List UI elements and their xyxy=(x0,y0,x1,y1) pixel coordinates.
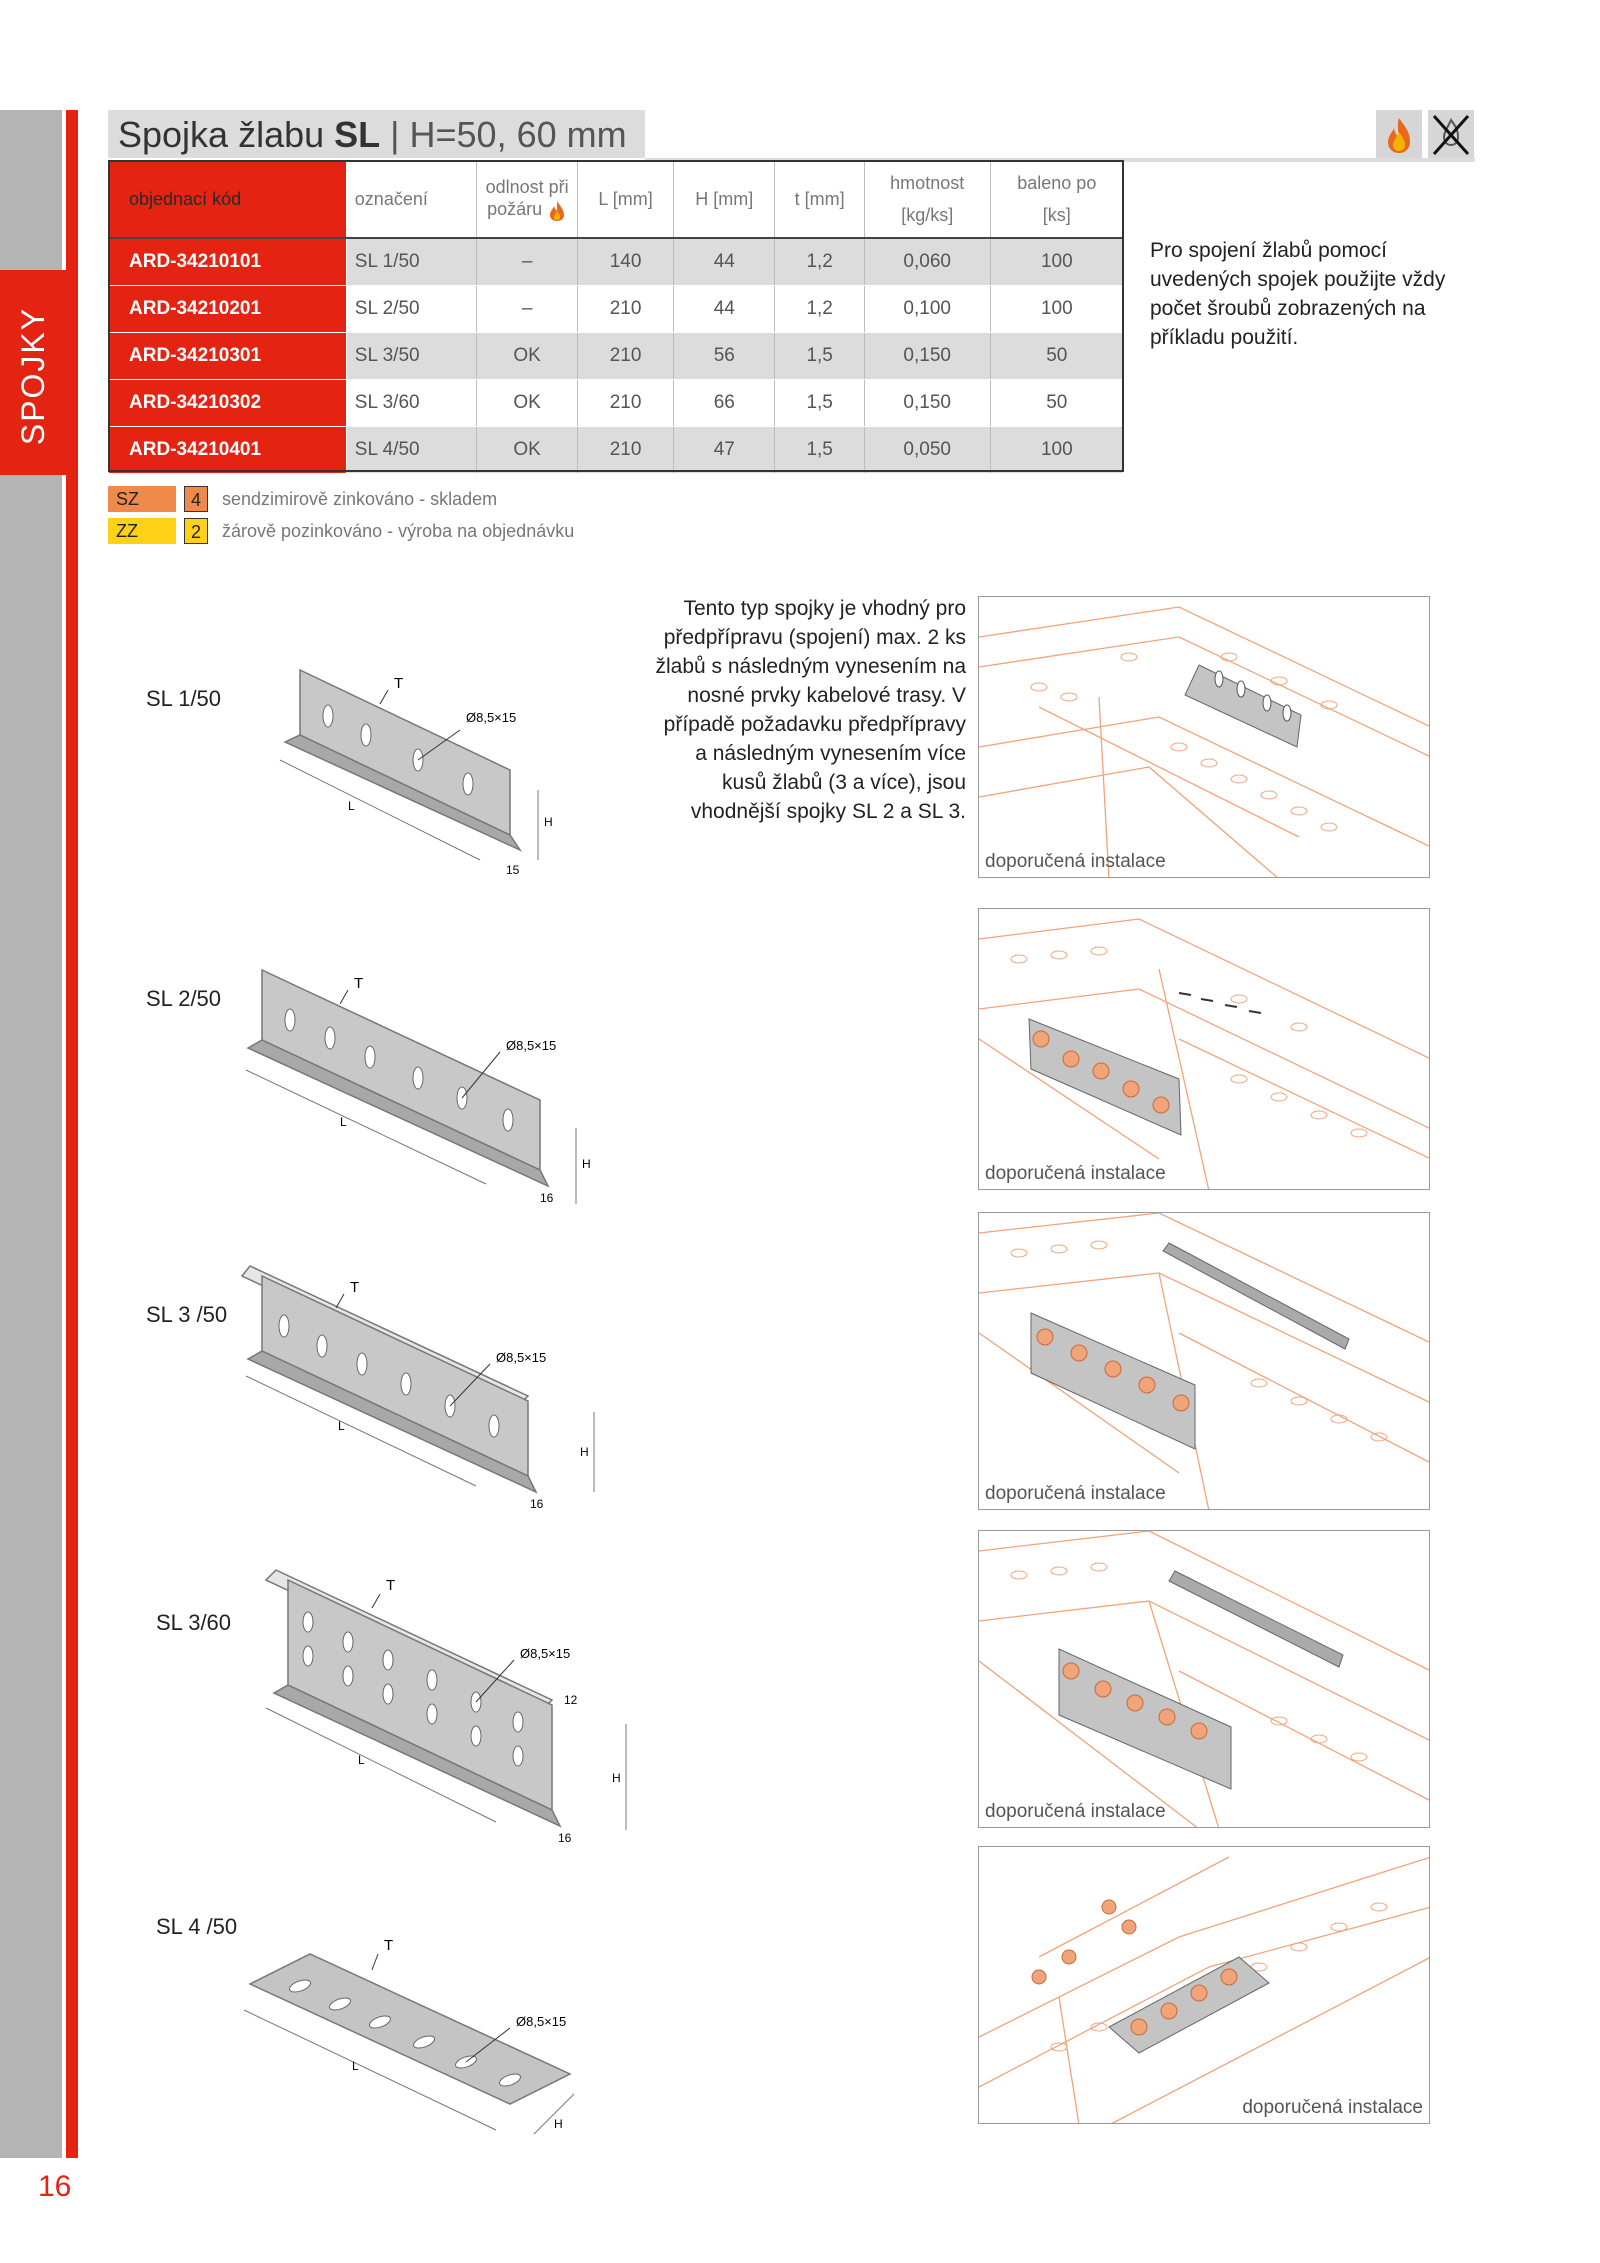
description-text: Tento typ spojky je vhodný pro předpřípravu (spojení) max. 2 ks žlabů s následným vynesením na nosné prvky kabelové trasy. V případě požadavku předpřípravy a následným vynesením více kusů žlabů (3 a více), jsou vhodnější spojky SL 2 a SL 3. xyxy=(655,597,966,823)
cell-L: 210 xyxy=(578,333,674,380)
legend-abbr-sz: SZ xyxy=(108,486,176,512)
col-header-H: H [mm] xyxy=(674,161,775,239)
mass-unit: [kg/ks] xyxy=(901,205,954,225)
height-label: H xyxy=(580,1445,589,1459)
installation-image-5 xyxy=(978,1846,1430,2124)
legend-text-zz: žárově pozinkováno - výroba na objednávku xyxy=(222,521,575,541)
flame-icon xyxy=(1376,110,1422,158)
length-label: L xyxy=(348,799,355,813)
length-label: L xyxy=(358,1753,365,1767)
cell-mass: 0,060 xyxy=(864,238,990,286)
installation-caption: doporučená instalace xyxy=(985,1801,1166,1822)
thickness-label: T xyxy=(386,1577,396,1594)
cell-code: ARD-34210301 xyxy=(109,333,347,380)
title-product: SL xyxy=(334,114,381,155)
usage-note: Pro spojení žlabů pomocí uvedených spojek použijte vždy počet šroubů zobrazených na příkladu použití. xyxy=(1150,239,1446,349)
cable-tray-illustration xyxy=(979,909,1430,1190)
table-row xyxy=(109,333,1124,380)
height-label: H xyxy=(612,1771,621,1785)
page-number: 16 xyxy=(38,2170,72,2203)
legend-abbr-zz: ZZ xyxy=(108,518,176,544)
table-row xyxy=(109,238,1124,286)
crossed-out-icon xyxy=(1428,110,1474,158)
cable-tray-illustration xyxy=(979,597,1430,878)
installation-image-3 xyxy=(978,1212,1430,1510)
drawing-label: SL 3/60 xyxy=(156,1610,232,1635)
spec-table xyxy=(108,160,1124,474)
installation-image-4 xyxy=(978,1530,1430,1828)
cell-L: 210 xyxy=(578,286,674,333)
flange-label: 16 xyxy=(540,1191,554,1205)
thickness-label: T xyxy=(384,1937,394,1954)
thickness-label: T xyxy=(394,675,404,692)
cell-L: 210 xyxy=(578,380,674,427)
cell-t: 1,2 xyxy=(775,286,864,333)
col-header-t: t [mm] xyxy=(775,161,864,239)
cable-tray-illustration xyxy=(979,1531,1430,1828)
hole-label: Ø8,5×15 xyxy=(506,1038,557,1053)
hole-label: Ø8,5×15 xyxy=(496,1350,547,1365)
cell-code: ARD-34210302 xyxy=(109,380,347,427)
installation-caption: doporučená instalace xyxy=(985,1483,1166,1504)
cell-t: 1,5 xyxy=(775,380,864,427)
legend-num-zz: 2 xyxy=(184,518,208,544)
flange-label: 16 xyxy=(530,1497,544,1511)
cell-fire: OK xyxy=(477,333,578,380)
col-header-fire xyxy=(477,161,578,239)
cell-pack: 50 xyxy=(990,333,1123,380)
drawing-sl-2-50 xyxy=(240,960,620,1220)
cell-H: 56 xyxy=(674,333,775,380)
drawing-label: SL 1/50 xyxy=(146,686,222,711)
cell-pack: 50 xyxy=(990,380,1123,427)
fire-icon xyxy=(547,200,567,222)
cell-mass: 0,150 xyxy=(864,333,990,380)
installation-caption: doporučená instalace xyxy=(985,851,1166,872)
col-header-pack xyxy=(990,161,1123,239)
length-label: L xyxy=(338,1419,345,1433)
cell-pack: 100 xyxy=(990,286,1123,333)
fire-header-text: odlnost při požáru xyxy=(485,177,569,220)
table-row xyxy=(109,427,1124,474)
cell-code: ARD-34210101 xyxy=(109,238,347,286)
cell-mass: 0,150 xyxy=(864,380,990,427)
thickness-label: T xyxy=(354,975,364,992)
cable-tray-illustration xyxy=(979,1213,1430,1510)
drawing-label: SL 4 /50 xyxy=(156,1914,238,1939)
cell-code: ARD-34210201 xyxy=(109,286,347,333)
installation-caption: doporučená instalace xyxy=(985,1163,1166,1184)
cell-fire: OK xyxy=(477,427,578,474)
pack-unit: [ks] xyxy=(1042,205,1071,225)
thickness-label: T xyxy=(350,1279,360,1296)
table-row xyxy=(109,286,1124,333)
cell-L: 140 xyxy=(578,238,674,286)
title-prefix: Spojka žlabu xyxy=(118,114,335,155)
cell-name: SL 2/50 xyxy=(346,286,476,333)
height-label: H xyxy=(582,1157,591,1171)
cell-pack: 100 xyxy=(990,238,1123,286)
cell-H: 47 xyxy=(674,427,775,474)
cell-name: SL 4/50 xyxy=(346,427,476,474)
cell-code: ARD-34210401 xyxy=(109,427,347,474)
col-header-L: L [mm] xyxy=(578,161,674,239)
cable-tray-illustration xyxy=(979,1847,1430,2124)
flange-label: 15 xyxy=(506,863,520,877)
hole-label: Ø8,5×15 xyxy=(466,710,517,725)
cell-t: 1,5 xyxy=(775,333,864,380)
title-suffix: | H=50, 60 mm xyxy=(380,114,627,155)
cell-t: 1,5 xyxy=(775,427,864,474)
height-label: H xyxy=(554,2117,563,2131)
cell-H: 44 xyxy=(674,238,775,286)
drawing-label: SL 2/50 xyxy=(146,986,222,1011)
drawing-sl-4-50 xyxy=(240,1924,620,2144)
cell-fire: OK xyxy=(477,380,578,427)
cell-H: 66 xyxy=(674,380,775,427)
cell-t: 1,2 xyxy=(775,238,864,286)
installation-image-2 xyxy=(978,908,1430,1190)
top-flange-label: 12 xyxy=(564,1693,578,1707)
cell-pack: 100 xyxy=(990,427,1123,474)
legend-num-sz: 4 xyxy=(184,486,208,512)
length-label: L xyxy=(340,1115,347,1129)
col-header-name: označení xyxy=(346,161,476,239)
drawing-sl-1-50 xyxy=(270,660,600,890)
page-title xyxy=(118,113,627,157)
cell-fire: – xyxy=(477,286,578,333)
sidebar-accent-line xyxy=(66,110,78,2158)
section-tab-label: SPOJKY xyxy=(15,306,51,446)
hole-label: Ø8,5×15 xyxy=(516,2014,567,2029)
mass-label: hmotnost xyxy=(890,173,965,193)
installation-caption: doporučená instalace xyxy=(1242,2097,1423,2118)
drawing-label: SL 3 /50 xyxy=(146,1302,228,1327)
col-header-mass xyxy=(864,161,990,239)
cell-name: SL 1/50 xyxy=(346,238,476,286)
height-label: H xyxy=(544,815,553,829)
pack-label: baleno po xyxy=(1017,173,1097,193)
legend-text-sz: sendzimirově zinkováno - skladem xyxy=(222,489,498,509)
installation-image-1 xyxy=(978,596,1430,878)
drawing-sl-3-50 xyxy=(240,1256,620,1526)
hole-label: Ø8,5×15 xyxy=(520,1646,571,1661)
length-label: L xyxy=(352,2059,359,2073)
flange-label: 16 xyxy=(558,1831,572,1845)
cell-L: 210 xyxy=(578,427,674,474)
cell-mass: 0,050 xyxy=(864,427,990,474)
drawing-sl-3-60 xyxy=(262,1560,642,1860)
table-row xyxy=(109,380,1124,427)
cell-name: SL 3/50 xyxy=(346,333,476,380)
col-header-code: objednací kód xyxy=(109,161,347,239)
cell-mass: 0,100 xyxy=(864,286,990,333)
cell-name: SL 3/60 xyxy=(346,380,476,427)
cell-H: 44 xyxy=(674,286,775,333)
cell-fire: – xyxy=(477,238,578,286)
